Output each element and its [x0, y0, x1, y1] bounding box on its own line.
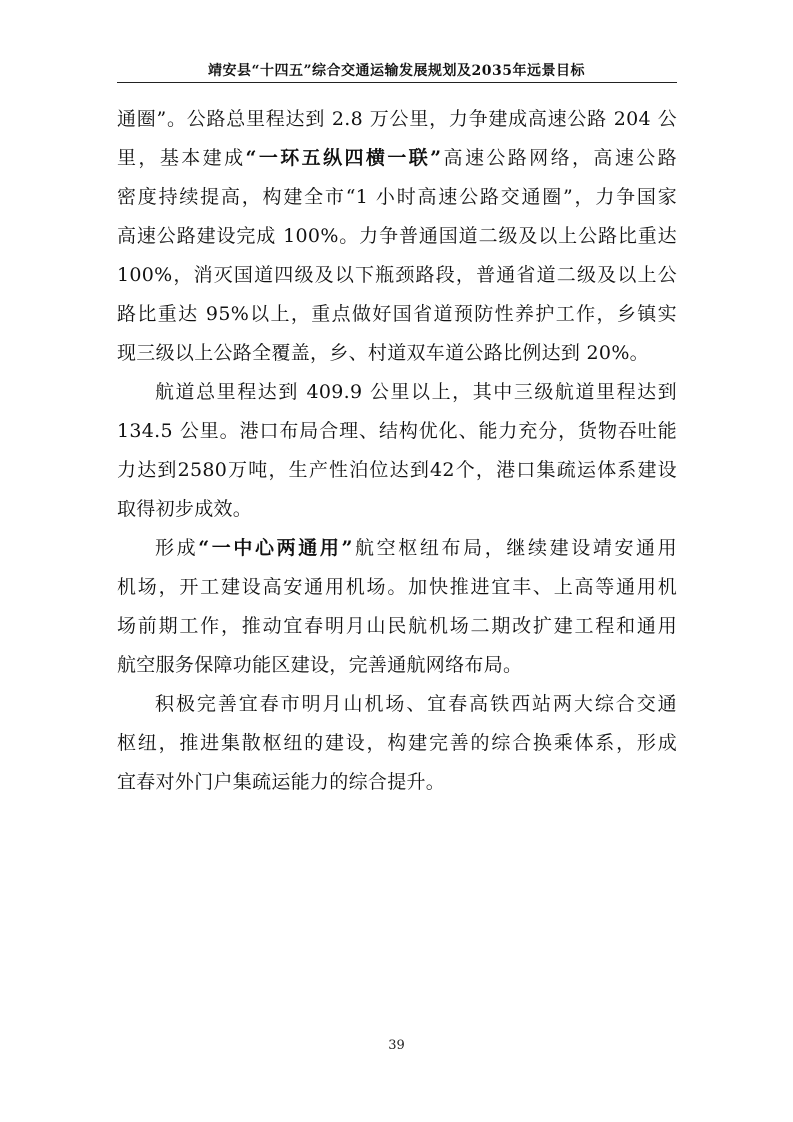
paragraph-hubs — [117, 685, 677, 802]
text-line: 取得初步成效。 — [117, 498, 253, 520]
text-run: 航空枢纽布局，继续建设靖安通用 — [352, 537, 677, 559]
text-line — [117, 139, 677, 178]
text-line — [117, 529, 677, 568]
text-line: 枢纽，推进集散枢纽的建设，构建完善的综合换乘体系，形成 — [117, 732, 677, 754]
text-line: 场前期工作，推动宜春明月山民航机场二期改扩建工程和通用 — [117, 615, 677, 637]
paragraph-highway — [117, 100, 677, 373]
text-line: 力达到2580万吨，生产性泊位达到42个，港口集疏运体系建设 — [117, 459, 677, 481]
paragraph-waterway — [117, 373, 677, 529]
text-line: 通圈”。公路总里程达到 2.8 万公里，力争建成高速公路 204 公 — [117, 108, 677, 130]
text-line: 机场，开工建设高安通用机场。加快推进宜丰、上高等通用机 — [117, 576, 677, 598]
highlighted-term: “一环五纵四横一联” — [245, 147, 442, 169]
text-line: 134.5 公里。港口布局合理、结构优化、能力充分，货物吞吐能 — [117, 420, 677, 442]
text-run: 里，基本建成 — [117, 147, 246, 169]
highlighted-term: “一中心两通用” — [198, 537, 353, 559]
running-header-title: 靖安县“十四五”综合交通运输发展规划及2035年远景目标 — [207, 63, 586, 79]
text-line: 积极完善宜春市明月山机场、宜春高铁西站两大综合交通 — [155, 693, 677, 715]
text-line: 现三级以上公路全覆盖，乡、村道双车道公路比例达到 20%。 — [117, 342, 649, 364]
text-run: 高速公路网络，高速公路 — [441, 147, 677, 169]
text-line: 宜春对外门户集疏运能力的综合提升。 — [117, 771, 446, 793]
text-line: 航空服务保障功能区建设，完善通航网络布局。 — [117, 654, 523, 676]
paragraph-aviation — [117, 529, 677, 685]
page-number: 39 — [388, 1038, 405, 1053]
body-text — [117, 100, 677, 802]
text-line: 高速公路建设完成 100%。力争普通国道二级及以上公路比重达 — [117, 225, 677, 247]
text-run: 形成 — [155, 537, 199, 559]
text-line: 航道总里程达到 409.9 公里以上，其中三级航道里程达到 — [155, 381, 677, 403]
text-line: 密度持续提高，构建全市“1 小时高速公路交通圈”，力争国家 — [117, 186, 677, 208]
text-line: 100%，消灭国道四级及以下瓶颈路段，普通省道二级及以上公 — [117, 264, 677, 286]
header-divider — [117, 82, 677, 83]
text-line: 路比重达 95%以上，重点做好国省道预防性养护工作，乡镇实 — [117, 303, 677, 325]
